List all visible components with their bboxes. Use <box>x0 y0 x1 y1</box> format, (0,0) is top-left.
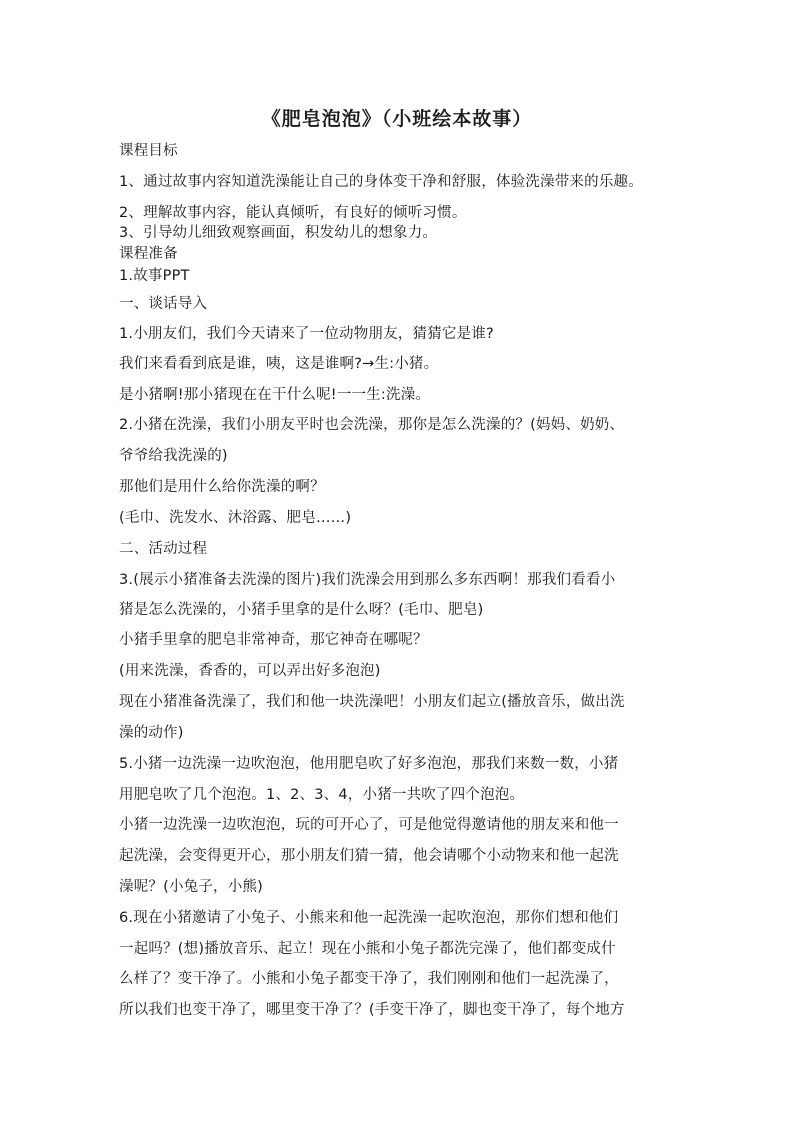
paragraph-line: 是小猪啊!那小猪现在在干什么呢!一一生:洗澡。 <box>119 387 431 403</box>
paragraph-line: 么样了？变干净了。小熊和小兔子都变干净了，我们刚刚和他们一起洗澡了， <box>119 971 619 987</box>
paragraph-line: (用来洗澡，香香的，可以弄出好多泡泡) <box>119 663 381 679</box>
paragraph-line: (毛巾、洗发水、沐浴露、肥皂……) <box>119 510 352 526</box>
goal-item-2: 2、理解故事内容，能认真倾听，有良好的倾听习惯。 <box>119 205 467 221</box>
paragraph-line: 一起吗？(想)播放音乐、起立！现在小熊和小兔子都洗完澡了，他们都变成什 <box>119 941 616 957</box>
paragraph-line: 用肥皂吹了几个泡泡。1、2、3、4，小猪一共吹了四个泡泡。 <box>119 787 525 803</box>
paragraph-line: 现在小猪准备洗澡了，我们和他一块洗澡吧！小朋友们起立(播放音乐，做出洗 <box>119 694 625 710</box>
paragraph-line: 2.小猪在洗澡，我们小朋友平时也会洗澡，那你是怎么洗澡的？(妈妈、奶奶、 <box>119 417 625 433</box>
goal-item-3: 3、引导幼儿细致观察画面，积发幼儿的想象力。 <box>119 225 438 241</box>
paragraph-line: 我们来看看到底是谁，咦，这是谁啊?→生:小猪。 <box>119 356 439 372</box>
paragraph-line: 起洗澡，会变得更开心，那小朋友们猜一猜，他会请哪个小动物来和他一起洗 <box>119 848 619 864</box>
paragraph-line: 小猪一边洗澡一边吹泡泡，玩的可开心了，可是他觉得邀请他的朋友来和他一 <box>119 817 619 833</box>
goal-item-1: 1、通过故事内容知道洗澡能让自己的身体变干净和舒服，体验洗澡带来的乐趣。 <box>119 174 643 190</box>
page-title: 《肥皂泡泡》（小班绘本故事） <box>261 108 533 130</box>
paragraph-line: 澡的动作) <box>119 725 184 741</box>
section-heading-goals: 课程目标 <box>119 143 178 159</box>
paragraph-line: 5.小猪一边洗澡一边吹泡泡，他用肥皂吹了好多泡泡，那我们来数一数，小猪 <box>119 756 619 772</box>
preparation-item-1: 1.故事PPT <box>119 268 190 284</box>
paragraph-line: 6.现在小猪邀请了小兔子、小熊来和他一起洗澡一起吹泡泡，那你们想和他们 <box>119 910 619 926</box>
section-heading-process: 二、活动过程 <box>119 541 208 557</box>
paragraph-line: 3.(展示小猪准备去洗澡的图片)我们洗澡会用到那么多东西啊！那我们看看小 <box>119 572 616 588</box>
paragraph-line: 那他们是用什么给你洗澡的啊？ <box>119 479 325 495</box>
section-heading-intro: 一、谈话导入 <box>119 296 208 312</box>
section-heading-preparation: 课程准备 <box>119 246 178 262</box>
paragraph-line: 小猪手里拿的肥皂非常神奇，那它神奇在哪呢？ <box>119 632 428 648</box>
paragraph-line: 爷爷给我洗澡的) <box>119 448 228 464</box>
paragraph-line: 所以我们也变干净了，哪里变干净了？(手变干净了，脚也变干净了，每个地方 <box>119 1002 625 1018</box>
paragraph-line: 1.小朋友们，我们今天请来了一位动物朋友，猜猜它是谁? <box>119 326 494 342</box>
paragraph-line: 猪是怎么洗澡的，小猪手里拿的是什么呀？(毛巾、肥皂) <box>119 602 484 618</box>
paragraph-line: 澡呢？(小兔子，小熊) <box>119 879 264 895</box>
